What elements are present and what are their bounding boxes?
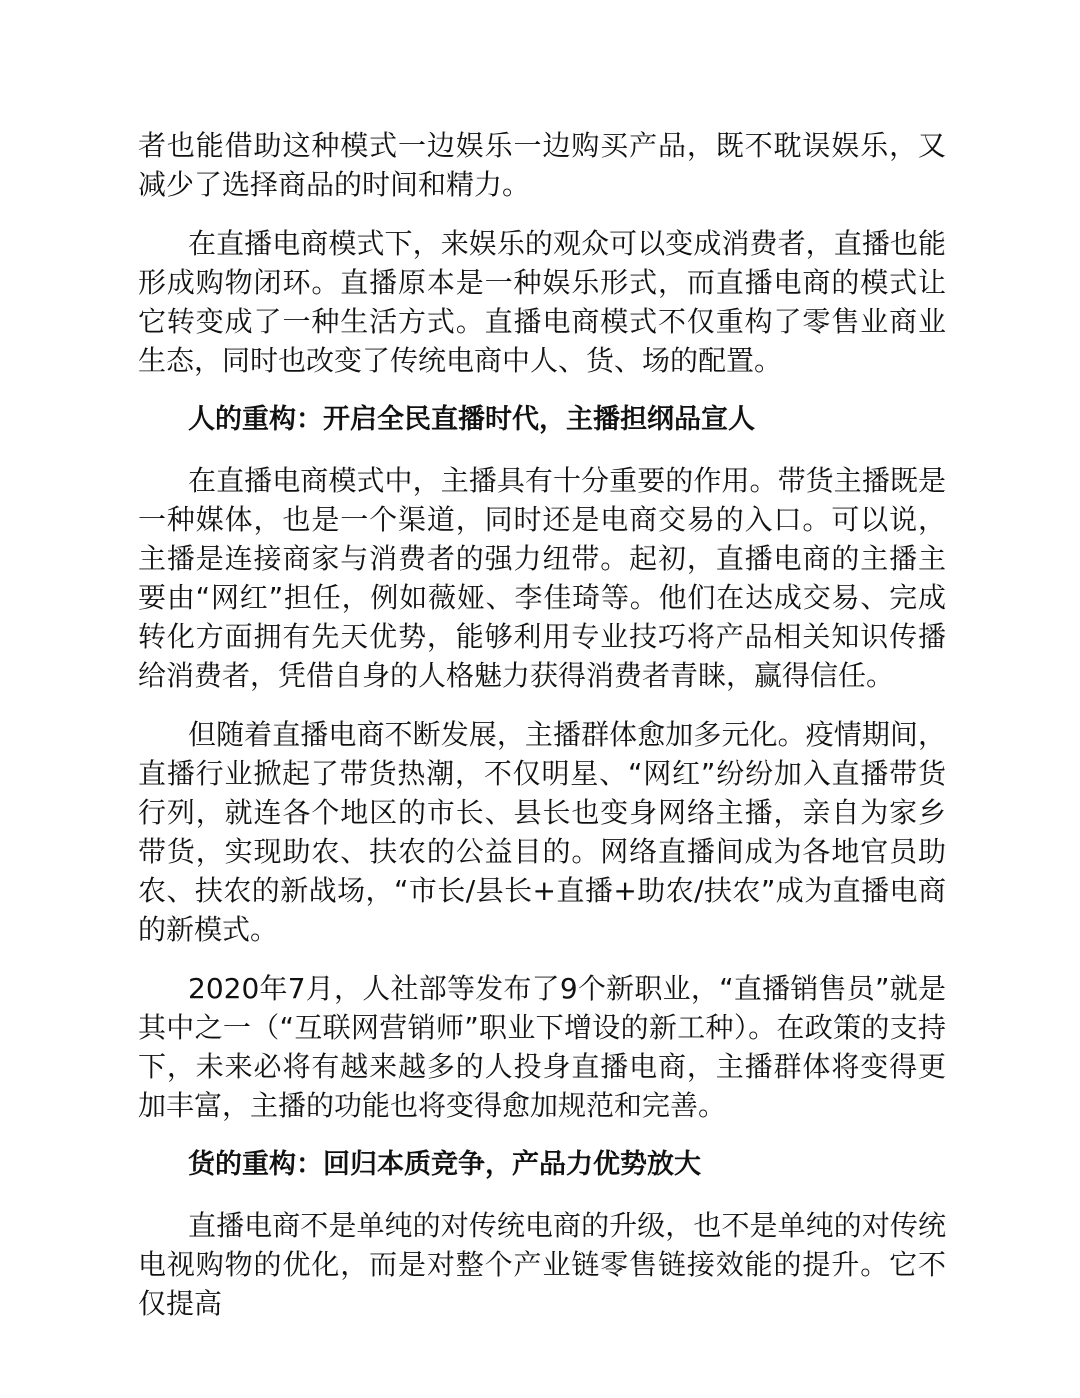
paragraph-live-commerce-model: 在直播电商模式下，来娱乐的观众可以变成消费者，直播也能形成购物闭环。直播原本是一种娱乐形式，而直播电商的模式让它转变成了一种生活方式。直播电商模式不仅重构了零售业商业生态，同时也改变了传统电商中人、货、场的配置。: [138, 227, 946, 377]
paragraph-new-profession: 2020年7月，人社部等发布了9个新职业，“直播销售员”就是其中之一（“互联网营销师”职业下增设的新工种）。在政策的支持下，未来必将有越来越多的人投身直播电商，主播群体将变得更加丰富，主播的功能也将变得愈加规范和完善。: [138, 972, 946, 1122]
section-heading-goods: 货的重构：回归本质竞争，产品力优势放大: [188, 1149, 701, 1180]
paragraph-supply-chain: 直播电商不是单纯的对传统电商的升级，也不是单纯的对传统电视购物的优化，而是对整个产业链零售链接效能的提升。它不仅提高: [138, 1209, 946, 1320]
document-body: [138, 126, 946, 1343]
section-heading-people: 人的重构：开启全民直播时代，主播担纲品宣人: [188, 404, 755, 435]
paragraph-continued: 者也能借助这种模式一边娱乐一边购买产品，既不耽误娱乐，又减少了选择商品的时间和精力。: [138, 129, 946, 201]
paragraph-streamer-role: 在直播电商模式中，主播具有十分重要的作用。带货主播既是一种媒体，也是一个渠道，同时还是电商交易的入口。可以说，主播是连接商家与消费者的强力纽带。起初，直播电商的主播主要由“网红”担任，例如薇娅、李佳琦等。他们在达成交易、完成转化方面拥有先天优势，能够利用专业技巧将产品相关知识传播给消费者，凭借自身的人格魅力获得消费者青睐，赢得信任。: [138, 464, 946, 692]
paragraph-streamer-diversity: 但随着直播电商不断发展，主播群体愈加多元化。疫情期间，直播行业掀起了带货热潮，不仅明星、“网红”纷纷加入直播带货行列，就连各个地区的市长、县长也变身网络主播，亲自为家乡带货，实现助农、扶农的公益目的。网络直播间成为各地官员助农、扶农的新战场，“市长/县长+直播+助农/扶农”成为直播电商的新模式。: [138, 718, 946, 946]
